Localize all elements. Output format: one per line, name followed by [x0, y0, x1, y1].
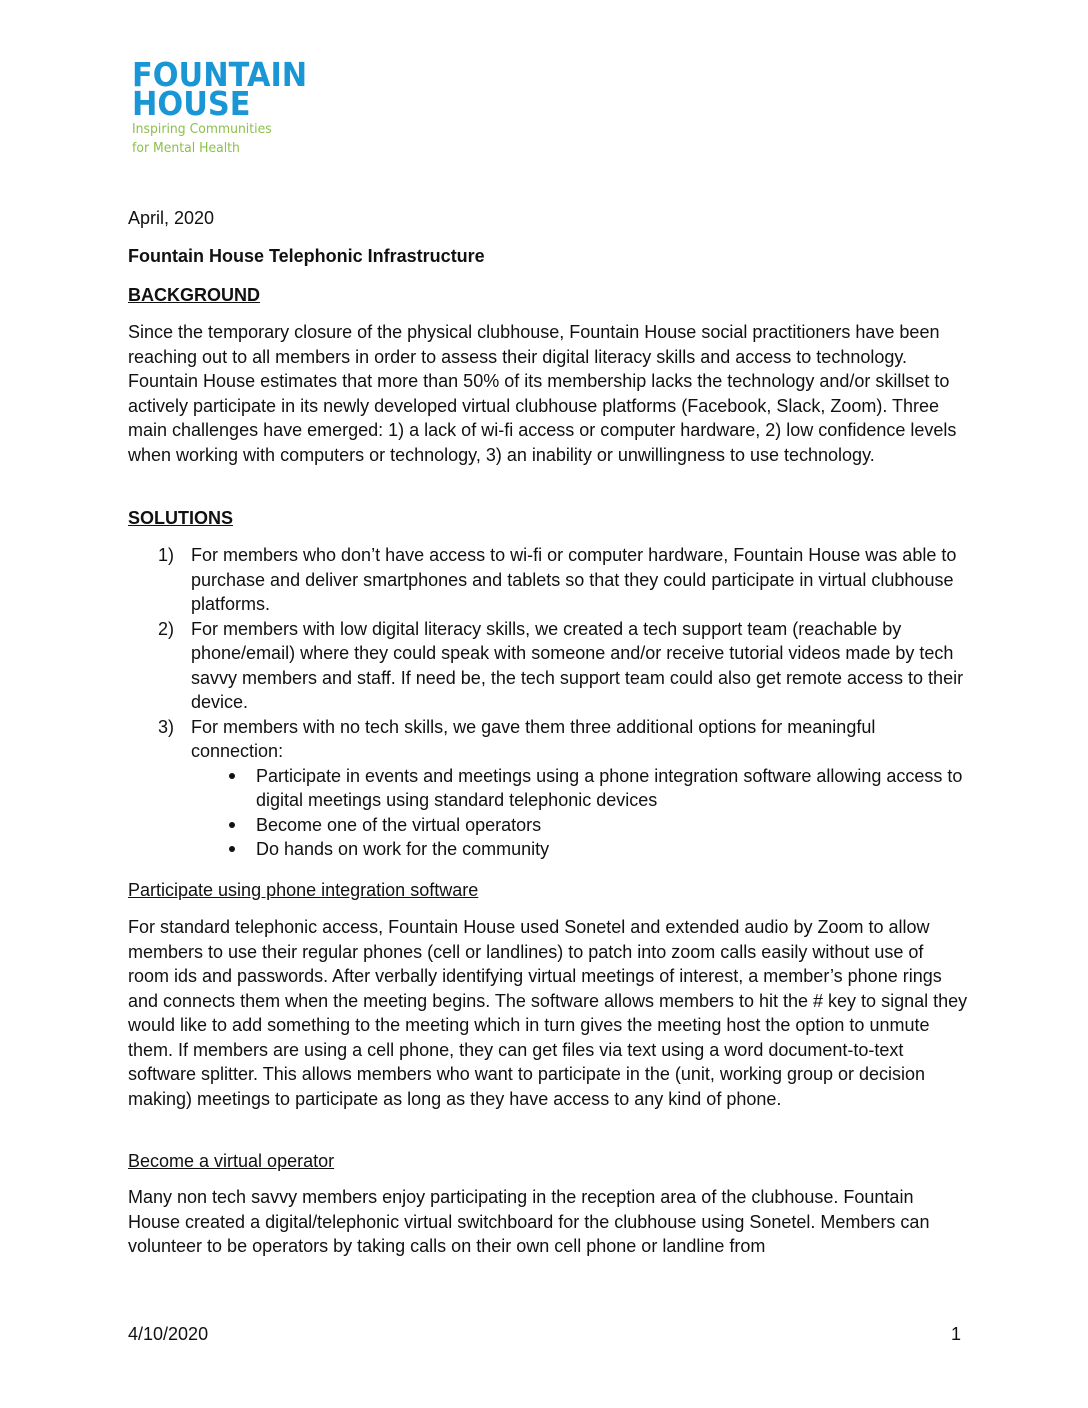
- logo-tagline-2: for Mental Health: [132, 140, 240, 156]
- solution-number: 1): [158, 545, 175, 565]
- solution-item: [128, 617, 968, 715]
- document-date: April, 2020: [128, 208, 215, 228]
- solution-number: 3): [158, 716, 175, 737]
- logo-line-1: FOUNTAIN: [132, 55, 308, 94]
- background-heading: BACKGROUND: [128, 285, 260, 305]
- bullet-item: [191, 813, 968, 838]
- logo-tagline-1: Inspiring Communities: [132, 121, 272, 137]
- solution-text: For members with no tech skills, we gave them three additional options for meaningful connection:: [191, 716, 876, 761]
- bullet-text: Do hands on work for the community: [256, 839, 550, 859]
- bullet-item: [191, 764, 968, 813]
- solutions-list: [128, 543, 968, 862]
- phone-integration-heading: Participate using phone integration software: [128, 880, 479, 900]
- bullet-item: [191, 837, 968, 862]
- bullet-icon: [229, 822, 235, 828]
- solution-item: [128, 715, 968, 862]
- footer-date: 4/10/2020: [128, 1324, 209, 1344]
- page-number: 1: [950, 1324, 961, 1344]
- options-bullet-list: [191, 764, 968, 862]
- solution-text: For members with low digital literacy skills, we created a tech support team (reachable by phone/email) where they could speak with someone and/or receive tutorial videos made by tech savvy members and staff. If need be, the tech support team could also get remote access to their device.: [191, 618, 964, 712]
- bullet-text: Become one of the virtual operators: [256, 814, 542, 835]
- bullet-icon: [229, 846, 235, 852]
- virtual-operator-heading: Become a virtual operator: [128, 1151, 335, 1171]
- phone-integration-paragraph: For standard telephonic access, Fountain House used Sonetel and extended audio by Zoom to allow members to use their regular phones (cell or landlines) to patch into zoom calls easily without use of room ids and passwords. After verbally identifying virtual meetings of interest, a member’s phone rings and connects them when the meeting begins. The software allows members to hit the # key to signal they would like to add something to the meeting which in turn gives the meeting host the option to unmute them. If members are using a cell phone, they can get files via text using a word document-to-text software splitter. This allows members who want to participate in the (unit, working group or decision making) meetings to participate as long as they have access to any kind of phone.: [128, 917, 968, 1109]
- bullet-text: Participate in events and meetings using a phone integration software allowing access to digital meetings using standard telephonic devices: [256, 765, 963, 810]
- solution-text: For members who don’t have access to wi-fi or computer hardware, Fountain House was able to purchase and deliver smartphones and tablets so that they could participate in virtual clubhouse platforms.: [191, 545, 957, 614]
- bullet-icon: [229, 773, 235, 779]
- solution-number: 2): [158, 618, 175, 639]
- solutions-heading: SOLUTIONS: [128, 508, 234, 528]
- document-title: Fountain House Telephonic Infrastructure: [128, 246, 485, 266]
- fountain-house-logo: [132, 55, 322, 156]
- solution-item: [128, 543, 968, 617]
- virtual-operator-paragraph: Many non tech savvy members enjoy participating in the reception area of the clubhouse. Fountain House created a digital/telephonic virtual switchboard for the clubhouse using Sonetel. Members can volunteer to be operators by taking calls on their own cell phone or landline from: [128, 1187, 930, 1256]
- background-paragraph: Since the temporary closure of the physical clubhouse, Fountain House social practitioners have been reaching out to all members in order to assess their digital literacy skills and access to technology. Fountain House estimates that more than 50% of its membership lacks the technology and/or skillset to actively participate in its newly developed virtual clubhouse platforms (Facebook, Slack, Zoom). Three main challenges have emerged: 1) a lack of wi-fi access or computer hardware, 2) low confidence levels when working with computers or technology, 3) an inability or unwillingness to use technology.: [128, 322, 957, 465]
- logo-line-2: HOUSE: [132, 84, 251, 123]
